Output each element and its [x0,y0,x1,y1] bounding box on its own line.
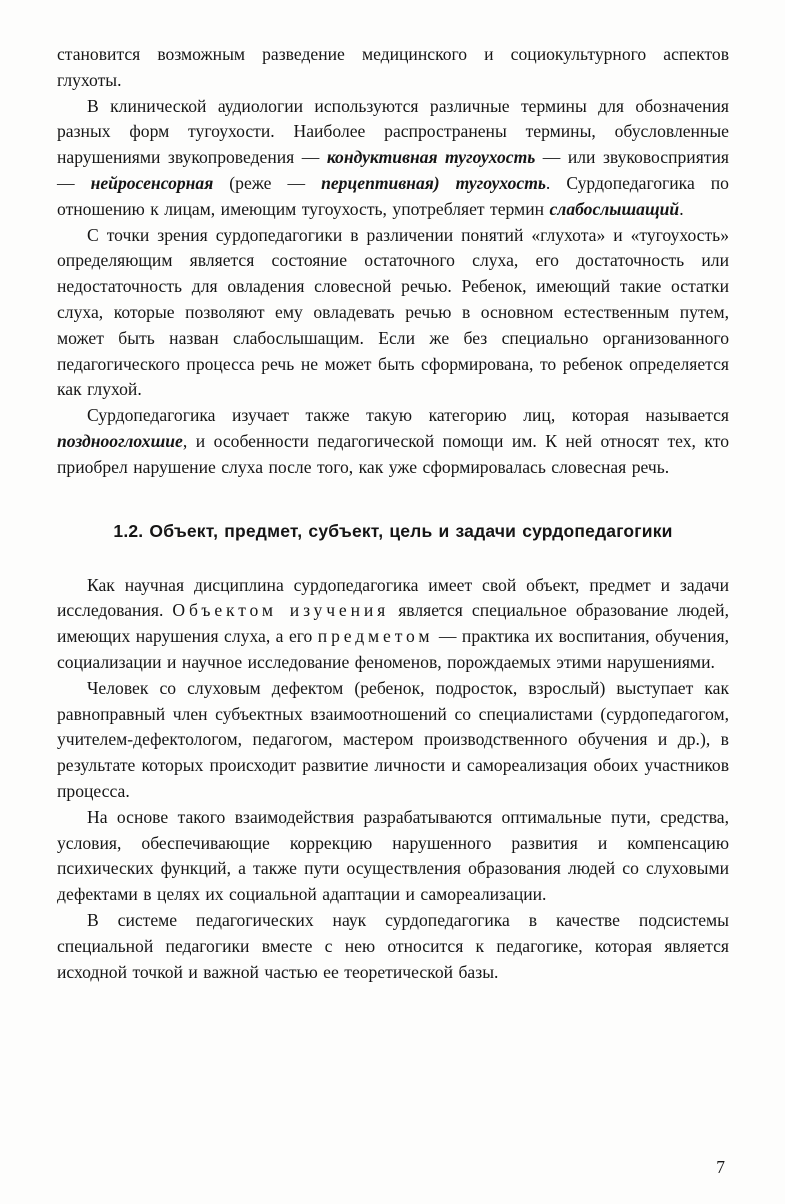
emphasis-term: нейросенсорная [90,172,214,193]
text-run: — практика их воспитания, обучения, социализации и научное исследование феноменов, порождаемых этими нарушениями. [57,626,729,672]
letter-spaced-term: Объектом изучения [172,600,390,621]
text-run: , и особенности педагогической помощи им. К ней относят тех, кто приобрел нарушение слуха после того, как уже сформировалась словесная речь. [57,430,729,477]
text-run: становится возможным разведение медицинского и социокультурного аспектов глухоты. [57,44,729,90]
text-run: С точки зрения сурдопедагогики в различении понятий «глухота» и «тугоухость» определяющим является состояние остаточного слуха, его достаточность или недостаточность для овладения словесной речью. Ребенок, имеющий такие остатки слуха, которые позволяют ему овладевать речью в основном естественным путем, может быть назван слабослышащим. Если же без специально организованного педагогического процесса речь не может быть сформирована, то ребенок определяется как глухой. [57,224,729,400]
text-run: является специальное образование людей, имеющих нарушения слуха, а его [57,600,729,647]
paragraph [57,676,729,805]
paragraph [57,403,729,480]
text-run: Человек со слуховым дефектом (ребенок, подросток, взрослый) выступает как равноправный член субъектных взаимоотношений со специалистами (сурдопедагогом, учителем-дефектологом, педагогом, мастером производственного обучения и др.), в результате которых происходит развитие личности и самореализация обоих участников процесса. [57,677,729,801]
emphasis-term: слабослышащий [549,198,680,219]
text-run: На основе такого взаимодействия разрабатываются оптимальные пути, средства, условия, обеспечивающие коррекцию нарушенного развития и компенсацию психических функций, а также пути осуществления образования людей со слуховыми дефектами в целях их социальной адаптации и самореализации. [57,806,729,905]
text-run: — или звуковосприятия — [57,147,729,193]
emphasis-term: кондуктивная тугоухость [326,147,536,168]
emphasis-term: перцептивная) тугоухость [321,172,546,193]
text-run: В системе педагогических наук сурдопедагогика в качестве подсистемы специальной педагогики вместе с нею относится к педагогике, которая является исходной точкой и важной частью ее теоретической базы. [57,909,729,982]
paragraph [57,573,729,676]
page-number: 7 [716,1157,725,1177]
paragraph [57,94,729,223]
paragraph [57,908,729,985]
section-heading: 1.2. Объект, предмет, субъект, цель и задачи сурдопедагогики [113,520,673,541]
text-run: . [679,198,684,219]
text-run: . Сурдопедагогика по отношению к лицам, имеющим тугоухость, употребляет термин [57,172,729,219]
paragraph-continuation [57,42,729,94]
emphasis-term: позднооглохшие [57,430,183,451]
text-run: В клинической аудиологии используются различные термины для обозначения разных форм тугоухости. Наиболее распространены термины, обусловленные нарушениями звукопроведения — [57,95,729,168]
letter-spaced-term: предметом [317,626,434,647]
paragraph [57,805,729,908]
paragraph [57,223,729,404]
text-run: Как научная дисциплина сурдопедагогика имеет свой объект, предмет и задачи исследования. [57,574,729,621]
text-column [57,42,729,985]
text-run: Сурдопедагогика изучает также такую категорию лиц, которая называется [87,405,729,426]
text-run: (реже — [213,172,322,193]
